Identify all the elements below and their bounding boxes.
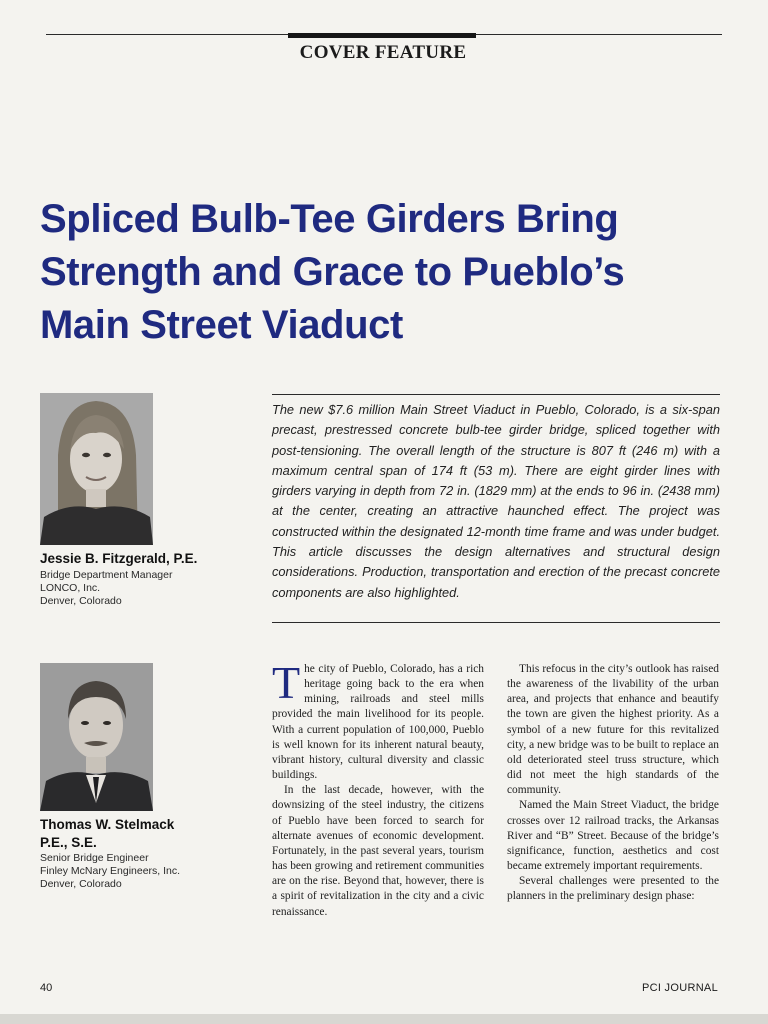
title-line-1: Spliced Bulb-Tee Girders Bring [40, 197, 619, 241]
author-title: Senior Bridge Engineer [40, 852, 149, 864]
header-bar [288, 33, 476, 38]
author-photo-stelmack [40, 663, 153, 811]
author-name-line-2: P.E., S.E. [40, 835, 97, 850]
scan-edge [0, 1014, 768, 1024]
author-location: Denver, Colorado [40, 595, 122, 607]
body-paragraph-text: he city of Pueblo, Colorado, has a rich heritage going back to the era when mining, railroads and steel mills provided the main livelihood for its people. With a current population of 100,000, Pueblo is well known for its inherent natural beauty, vibrant history, cultural diversity and classic buildings. [272, 663, 484, 782]
body-column-1 [272, 657, 484, 920]
abstract: The new $7.6 million Main Street Viaduct in Pueblo, Colorado, is a six-span precast, prestressed concrete bulb-tee girder bridge, spliced together with post-tensioning. The overall length of the structure is 807 ft (246 m) with a maximum central span of 174 ft (53 m). There are eight girder lines with girders varying in depth from 72 in. (1829 mm) at the ends to 96 in. (2438 mm) at the center, creating an attractive haunched effect. The project was constructed within the designated 12-month time frame and was under budget. This article discusses the design alternatives and structural design considerations. Production, transportation and erection of the precast concrete components are also highlighted. [272, 402, 720, 600]
author-photo-fitzgerald [40, 393, 153, 545]
author-name-line-1: Thomas W. Stelmack [40, 817, 175, 832]
author-title: Bridge Department Manager [40, 569, 173, 581]
drop-cap: T [272, 657, 301, 708]
author-name-stelmack [40, 816, 240, 852]
title-line-3: Main Street Viaduct [40, 303, 403, 347]
body-paragraph: In the last decade, however, with the downsizing of the steel industry, the citizens of Pueblo have been forced to search for alternate avenues of economic development. Fortunately, in the past several years, tourism has been growing and retirement communities are on the rise. Beyond that, however, there is a spirit of revitalization in the city and a civic renaissance. [272, 784, 484, 918]
author-company: LONCO, Inc. [40, 582, 101, 594]
author-affiliation-fitzgerald [40, 569, 240, 608]
author-name-fitzgerald: Jessie B. Fitzgerald, P.E. [40, 551, 198, 566]
abstract-top-rule [272, 394, 720, 395]
abstract-bottom-rule [272, 622, 720, 623]
body-paragraph: Named the Main Street Viaduct, the bridge crosses over 12 railroad tracks, the Arkansas River and “B” Street. Because of the bridge’s significance, function, aesthetics and cost became extremely important requirements. [507, 799, 719, 873]
body-paragraph: Several challenges were presented to the planners in the preliminary design phase: [507, 875, 719, 903]
author-company: Finley McNary Engineers, Inc. [40, 865, 181, 877]
body-column-2 [507, 662, 719, 905]
author-affiliation-stelmack [40, 852, 250, 891]
author-location: Denver, Colorado [40, 878, 122, 890]
section-label: COVER FEATURE [299, 42, 467, 63]
body-paragraph: This refocus in the city’s outlook has raised the awareness of the livability of the urban area, and projects that enhance and beautify the town are given the highest priority. As a symbol of a new future for this revitalized city, a new bridge was to be built to replace an old deteriorated steel truss structure, which did not meet the high standards of the community. [507, 663, 719, 797]
page-number: 40 [40, 982, 53, 994]
journal-name: PCI JOURNAL [641, 982, 718, 994]
article-title [40, 193, 740, 352]
title-line-2: Strength and Grace to Pueblo’s [40, 250, 625, 294]
body-paragraph [272, 657, 484, 783]
